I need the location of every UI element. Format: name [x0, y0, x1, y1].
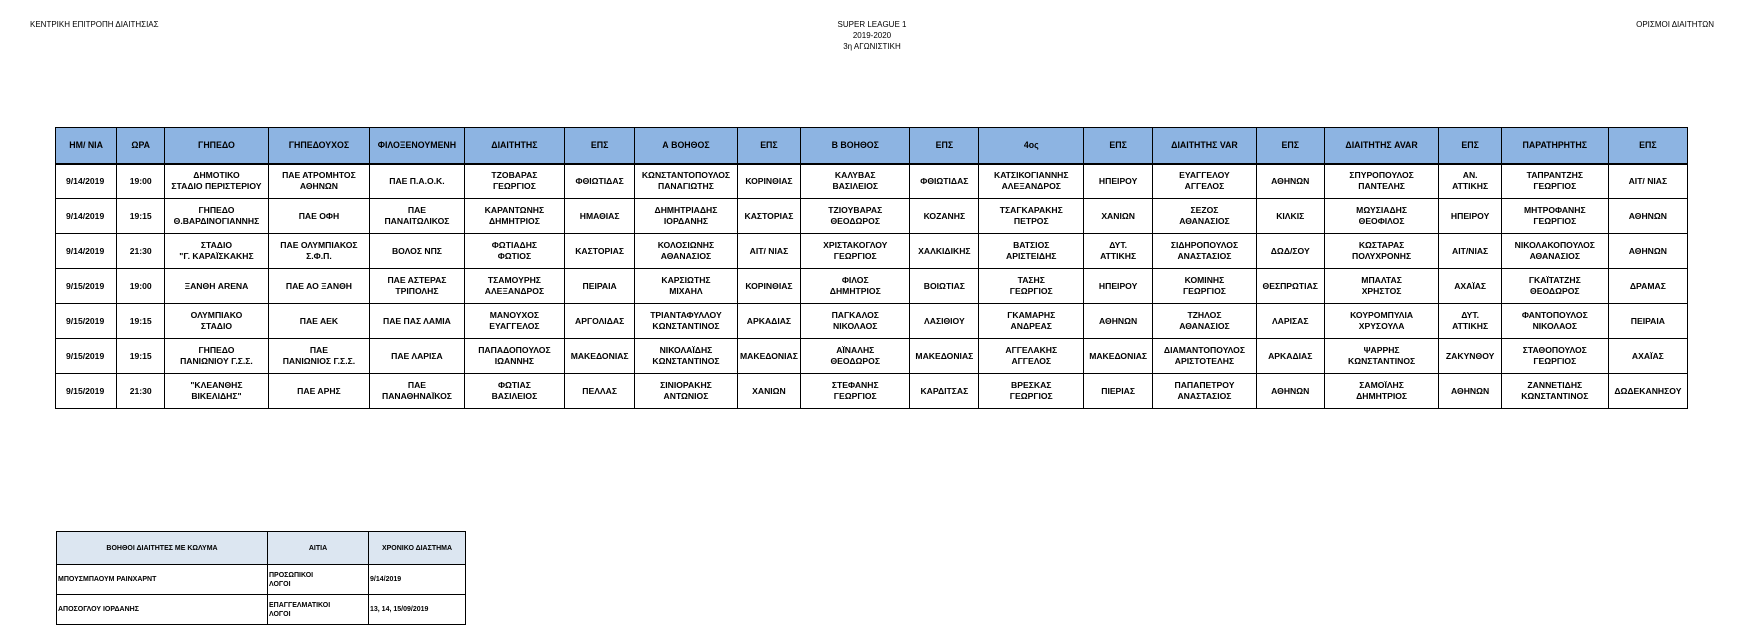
- column-header: 4ος: [979, 128, 1084, 164]
- table-cell: ΤΣΑΓΚΑΡΑΚΗΣ ΠΕΤΡΟΣ: [979, 199, 1084, 234]
- table-cell: ΣΤΕΦΑΝΗΣ ΓΕΩΡΓΙΟΣ: [801, 374, 910, 409]
- table-cell: ΚΩΝΣΤΑΝΤΟΠΟΥΛΟΣ ΠΑΝΑΓΙΩΤΗΣ: [635, 164, 737, 199]
- table-cell: ΠΑΕ ΠΑΣ ΛΑΜΙΑ: [370, 304, 465, 339]
- table-cell: 19:15: [117, 199, 165, 234]
- table-cell: ΒΟΙΩΤΙΑΣ: [910, 269, 979, 304]
- table-cell: ΜΗΤΡΟΦΑΝΗΣ ΓΕΩΡΓΙΟΣ: [1501, 199, 1608, 234]
- table-cell: ΠΕΙΡΑΙΑ: [565, 269, 635, 304]
- table-cell: ΠΙΕΡΙΑΣ: [1084, 374, 1153, 409]
- table-cell: ΑΪΝΑΛΗΣ ΘΕΟΔΩΡΟΣ: [801, 339, 910, 374]
- table-cell: ΒΡΕΣΚΑΣ ΓΕΩΡΓΙΟΣ: [979, 374, 1084, 409]
- table-row: [56, 164, 1688, 199]
- table-cell: ΜΠΑΛΤΑΣ ΧΡΗΣΤΟΣ: [1324, 269, 1439, 304]
- table-cell: ΚΑΤΣΙΚΟΓΙΑΝΝΗΣ ΑΛΕΞΑΝΔΡΟΣ: [979, 164, 1084, 199]
- absence-header-row: [57, 532, 466, 565]
- table-cell: ΠΑΠΑΠΕΤΡΟΥ ΑΝΑΣΤΑΣΙΟΣ: [1153, 374, 1257, 409]
- table-cell: ΓΗΠΕΔΟ Θ.ΒΑΡΔΙΝΟΓΙΑΝΝΗΣ: [165, 199, 269, 234]
- table-cell: ΚΑΡΔΙΤΣΑΣ: [910, 374, 979, 409]
- table-cell: ΦΩΤΙΑΔΗΣ ΦΩΤΙΟΣ: [464, 234, 564, 269]
- table-cell: ΝΙΚΟΛΑΚΟΠΟΥΛΟΣ ΑΘΑΝΑΣΙΟΣ: [1501, 234, 1608, 269]
- table-cell: ΠΑΕ ΛΑΡΙΣΑ: [370, 339, 465, 374]
- absence-cell: ΕΠΑΓΓΕΛΜΑΤΙΚΟΙ ΛΟΓΟΙ: [268, 595, 369, 625]
- committee-name: ΚΕΝΤΡΙΚΗ ΕΠΙΤΡΟΠΗ ΔΙΑΙΤΗΣΙΑΣ: [30, 20, 159, 29]
- table-cell: ΜΑΚΕΔΟΝΙΑΣ: [1084, 339, 1153, 374]
- table-cell: ΑΡΚΑΔΙΑΣ: [737, 304, 800, 339]
- table-cell: ΒΑΤΣΙΟΣ ΑΡΙΣΤΕΙΔΗΣ: [979, 234, 1084, 269]
- table-row: [56, 269, 1688, 304]
- table-cell: 9/15/2019: [56, 304, 117, 339]
- table-cell: ΣΠΥΡΟΠΟΥΛΟΣ ΠΑΝΤΕΛΗΣ: [1324, 164, 1439, 199]
- table-cell: ΠΑΕ ΠΑΝΑΙΤΩΛΙΚΟΣ: [370, 199, 465, 234]
- column-header: Α ΒΟΗΘΟΣ: [635, 128, 737, 164]
- table-cell: ΔΙΑΜΑΝΤΟΠΟΥΛΟΣ ΑΡΙΣΤΟΤΕΛΗΣ: [1153, 339, 1257, 374]
- table-cell: ΛΑΣΙΘΙΟΥ: [910, 304, 979, 339]
- column-header: ΩΡΑ: [117, 128, 165, 164]
- league-name: SUPER LEAGUE 1: [837, 20, 907, 29]
- column-header: ΓΗΠΕΔΟ: [165, 128, 269, 164]
- column-header: ΦΙΛΟΞΕΝΟΥΜΕΝΗ: [370, 128, 465, 164]
- table-cell: ΚΩΣΤΑΡΑΣ ΠΟΛΥΧΡΟΝΗΣ: [1324, 234, 1439, 269]
- column-header: Β ΒΟΗΘΟΣ: [801, 128, 910, 164]
- table-cell: ΤΣΑΜΟΥΡΗΣ ΑΛΕΞΑΝΔΡΟΣ: [464, 269, 564, 304]
- table-cell: ΔΥΤ. ΑΤΤΙΚΗΣ: [1439, 304, 1501, 339]
- table-cell: ΣΤΑΘΟΠΟΥΛΟΣ ΓΕΩΡΓΙΟΣ: [1501, 339, 1608, 374]
- table-cell: ΖΑΝΝΕΤΙΔΗΣ ΚΩΝΣΤΑΝΤΙΝΟΣ: [1501, 374, 1608, 409]
- season: 2019-2020: [852, 31, 892, 40]
- table-cell: 19:00: [117, 269, 165, 304]
- table-cell: ΓΗΠΕΔΟ ΠΑΝΙΩΝΙΟΥ Γ.Σ.Σ.: [165, 339, 269, 374]
- table-cell: ΠΕΛΛΑΣ: [565, 374, 635, 409]
- matchday: 3η ΑΓΩΝΙΣΤΙΚΗ: [843, 42, 901, 51]
- table-cell: ΚΟΥΡΟΜΠΥΛΙΑ ΧΡΥΣΟΥΛΑ: [1324, 304, 1439, 339]
- table-cell: ΧΑΛΚΙΔΙΚΗΣ: [910, 234, 979, 269]
- table-cell: ΠΑΠΑΔΟΠΟΥΛΟΣ ΙΩΑΝΝΗΣ: [464, 339, 564, 374]
- table-cell: ΚΑΣΤΟΡΙΑΣ: [737, 199, 800, 234]
- table-cell: "ΚΛΕΑΝΘΗΣ ΒΙΚΕΛΙΔΗΣ": [165, 374, 269, 409]
- table-cell: ΞΑΝΘΗ ARENA: [165, 269, 269, 304]
- table-cell: ΚΑΛΥΒΑΣ ΒΑΣΙΛΕΙΟΣ: [801, 164, 910, 199]
- document-title: ΟΡΙΣΜΟΙ ΔΙΑΙΤΗΤΩΝ: [1636, 20, 1714, 29]
- table-cell: 19:15: [117, 304, 165, 339]
- table-cell: ΚΟΡΙΝΘΙΑΣ: [737, 164, 800, 199]
- table-cell: ΦΘΙΩΤΙΔΑΣ: [910, 164, 979, 199]
- table-cell: ΦΙΛΟΣ ΔΗΜΗΤΡΙΟΣ: [801, 269, 910, 304]
- table-row: [56, 304, 1688, 339]
- table-cell: ΗΠΕΙΡΟΥ: [1439, 199, 1501, 234]
- table-cell: ΠΑΕ ΠΑΝΙΩΝΙΟΣ Γ.Σ.Σ.: [268, 339, 369, 374]
- table-cell: 9/15/2019: [56, 374, 117, 409]
- absence-cell: ΠΡΟΣΩΠΙΚΟΙ ΛΟΓΟΙ: [268, 565, 369, 595]
- table-cell: ΑΘΗΝΩΝ: [1256, 164, 1324, 199]
- table-cell: ΠΑΓΚΑΛΟΣ ΝΙΚΟΛΑΟΣ: [801, 304, 910, 339]
- table-cell: ΠΑΕ ΑΣΤΕΡΑΣ ΤΡΙΠΟΛΗΣ: [370, 269, 465, 304]
- table-cell: ΗΜΑΘΙΑΣ: [565, 199, 635, 234]
- table-cell: ΚΟΜΙΝΗΣ ΓΕΩΡΓΙΟΣ: [1153, 269, 1257, 304]
- table-cell: ΜΩΥΣΙΑΔΗΣ ΘΕΟΦΙΛΟΣ: [1324, 199, 1439, 234]
- table-cell: ΔΩΔ/ΣΟΥ: [1256, 234, 1324, 269]
- table-cell: 19:15: [117, 339, 165, 374]
- table-cell: ΜΑΚΕΔΟΝΙΑΣ: [565, 339, 635, 374]
- table-row: [56, 339, 1688, 374]
- table-row: [56, 374, 1688, 409]
- table-cell: 21:30: [117, 374, 165, 409]
- table-cell: 9/15/2019: [56, 339, 117, 374]
- table-cell: ΚΑΣΤΟΡΙΑΣ: [565, 234, 635, 269]
- table-cell: ΑΘΗΝΩΝ: [1084, 304, 1153, 339]
- table-cell: ΑΘΗΝΩΝ: [1608, 234, 1687, 269]
- table-header-row: [56, 128, 1688, 164]
- column-header: ΕΠΣ: [1256, 128, 1324, 164]
- column-header: ΕΠΣ: [1084, 128, 1153, 164]
- table-cell: ΚΟΖΑΝΗΣ: [910, 199, 979, 234]
- table-cell: 9/14/2019: [56, 234, 117, 269]
- table-cell: ΤΖΙΟΥΒΑΡΑΣ ΘΕΟΔΩΡΟΣ: [801, 199, 910, 234]
- table-cell: 21:30: [117, 234, 165, 269]
- table-cell: ΠΕΙΡΑΙΑ: [1608, 304, 1687, 339]
- table-cell: ΧΑΝΙΩΝ: [1084, 199, 1153, 234]
- table-cell: ΠΑΕ ΑΤΡΟΜΗΤΟΣ ΑΘΗΝΩΝ: [268, 164, 369, 199]
- table-cell: ΧΡΙΣΤΑΚΟΓΛΟΥ ΓΕΩΡΓΙΟΣ: [801, 234, 910, 269]
- table-cell: ΤΖΗΛΟΣ ΑΘΑΝΑΣΙΟΣ: [1153, 304, 1257, 339]
- table-cell: ΚΙΛΚΙΣ: [1256, 199, 1324, 234]
- table-cell: ΚΟΛΟΣΙΩΝΗΣ ΑΘΑΝΑΣΙΟΣ: [635, 234, 737, 269]
- table-cell: ΚΟΡΙΝΘΙΑΣ: [737, 269, 800, 304]
- column-header: ΗΜ/ ΝΙΑ: [56, 128, 117, 164]
- table-cell: ΔΗΜΟΤΙΚΟ ΣΤΑΔΙΟ ΠΕΡΙΣΤΕΡΙΟΥ: [165, 164, 269, 199]
- table-cell: ΜΑΝΟΥΧΟΣ ΕΥΑΓΓΕΛΟΣ: [464, 304, 564, 339]
- table-cell: ΖΑΚΥΝΘΟΥ: [1439, 339, 1501, 374]
- referee-assignments-table: [55, 127, 1688, 409]
- table-cell: ΚΑΡΑΝΤΩΝΗΣ ΔΗΜΗΤΡΙΟΣ: [464, 199, 564, 234]
- table-cell: ΑΙΤ/ΝΙΑΣ: [1439, 234, 1501, 269]
- table-cell: ΔΥΤ. ΑΤΤΙΚΗΣ: [1084, 234, 1153, 269]
- table-cell: ΣΙΔΗΡΟΠΟΥΛΟΣ ΑΝΑΣΤΑΣΙΟΣ: [1153, 234, 1257, 269]
- column-header: ΕΠΣ: [910, 128, 979, 164]
- table-cell: ΣΙΝΙΟΡΑΚΗΣ ΑΝΤΩΝΙΟΣ: [635, 374, 737, 409]
- table-cell: 9/15/2019: [56, 269, 117, 304]
- table-cell: ΑΓΓΕΛΑΚΗΣ ΑΓΓΕΛΟΣ: [979, 339, 1084, 374]
- absence-column-header: ΒΟΗΘΟΙ ΔΙΑΙΤΗΤΕΣ ΜΕ ΚΩΛΥΜΑ: [57, 532, 268, 565]
- absence-cell: 9/14/2019: [369, 565, 466, 595]
- absent-assistants-table: [56, 531, 466, 625]
- table-cell: ΦΩΤΙΑΣ ΒΑΣΙΛΕΙΟΣ: [464, 374, 564, 409]
- competition-info: [0, 19, 1744, 52]
- table-cell: ΑΘΗΝΩΝ: [1256, 374, 1324, 409]
- table-cell: ΦΘΙΩΤΙΔΑΣ: [565, 164, 635, 199]
- table-cell: ΔΗΜΗΤΡΙΑΔΗΣ ΙΟΡΔΑΝΗΣ: [635, 199, 737, 234]
- absence-row: [57, 595, 466, 625]
- table-cell: ΠΑΕ ΑΡΗΣ: [268, 374, 369, 409]
- table-cell: 9/14/2019: [56, 199, 117, 234]
- table-cell: ΤΡΙΑΝΤΑΦΥΛΛΟΥ ΚΩΝΣΤΑΝΤΙΝΟΣ: [635, 304, 737, 339]
- column-header: ΠΑΡΑΤΗΡΗΤΗΣ: [1501, 128, 1608, 164]
- table-cell: ΨΑΡΡΗΣ ΚΩΝΣΤΑΝΤΙΝΟΣ: [1324, 339, 1439, 374]
- absence-cell: ΑΠΟΣΟΓΛΟΥ ΙΟΡΔΑΝΗΣ: [57, 595, 268, 625]
- column-header: ΕΠΣ: [1439, 128, 1501, 164]
- table-cell: ΑΝ. ΑΤΤΙΚΗΣ: [1439, 164, 1501, 199]
- table-cell: ΕΥΑΓΓΕΛΟΥ ΑΓΓΕΛΟΣ: [1153, 164, 1257, 199]
- table-cell: ΤΖΟΒΑΡΑΣ ΓΕΩΡΓΙΟΣ: [464, 164, 564, 199]
- table-cell: ΓΚΑΜΑΡΗΣ ΑΝΔΡΕΑΣ: [979, 304, 1084, 339]
- table-cell: ΔΡΑΜΑΣ: [1608, 269, 1687, 304]
- table-cell: ΠΑΕ ΑΟ ΞΑΝΘΗ: [268, 269, 369, 304]
- absence-column-header: ΑΙΤΙΑ: [268, 532, 369, 565]
- table-cell: ΑΙΤ/ ΝΙΑΣ: [737, 234, 800, 269]
- column-header: ΔΙΑΙΤΗΤΗΣ VAR: [1153, 128, 1257, 164]
- column-header: ΕΠΣ: [565, 128, 635, 164]
- absence-column-header: ΧΡΟΝΙΚΟ ΔΙΑΣΤΗΜΑ: [369, 532, 466, 565]
- table-cell: ΑΙΤ/ ΝΙΑΣ: [1608, 164, 1687, 199]
- absence-row: [57, 565, 466, 595]
- table-cell: ΜΑΚΕΔΟΝΙΑΣ: [737, 339, 800, 374]
- absence-cell: 13, 14, 15/09/2019: [369, 595, 466, 625]
- table-cell: ΓΚΑΪΤΑΤΖΗΣ ΘΕΟΔΩΡΟΣ: [1501, 269, 1608, 304]
- table-cell: ΑΡΓΟΛΙΔΑΣ: [565, 304, 635, 339]
- table-cell: ΠΑΕ ΟΛΥΜΠΙΑΚΟΣ Σ.Φ.Π.: [268, 234, 369, 269]
- column-header: ΕΠΣ: [1608, 128, 1687, 164]
- table-cell: ΗΠΕΙΡΟΥ: [1084, 164, 1153, 199]
- column-header: ΕΠΣ: [737, 128, 800, 164]
- table-cell: ΟΛΥΜΠΙΑΚΟ ΣΤΑΔΙΟ: [165, 304, 269, 339]
- table-cell: ΗΠΕΙΡΟΥ: [1084, 269, 1153, 304]
- table-cell: ΑΘΗΝΩΝ: [1439, 374, 1501, 409]
- table-cell: ΣΕΖΟΣ ΑΘΑΝΑΣΙΟΣ: [1153, 199, 1257, 234]
- table-cell: ΝΙΚΟΛΑΪΔΗΣ ΚΩΝΣΤΑΝΤΙΝΟΣ: [635, 339, 737, 374]
- table-cell: ΠΑΕ ΑΕΚ: [268, 304, 369, 339]
- table-cell: 9/14/2019: [56, 164, 117, 199]
- table-cell: ΛΑΡΙΣΑΣ: [1256, 304, 1324, 339]
- table-cell: ΑΘΗΝΩΝ: [1608, 199, 1687, 234]
- table-cell: ΤΑΣΗΣ ΓΕΩΡΓΙΟΣ: [979, 269, 1084, 304]
- table-cell: ΑΧΑΪΑΣ: [1608, 339, 1687, 374]
- table-cell: ΜΑΚΕΔΟΝΙΑΣ: [910, 339, 979, 374]
- table-cell: ΦΑΝΤΟΠΟΥΛΟΣ ΝΙΚΟΛΑΟΣ: [1501, 304, 1608, 339]
- table-cell: ΤΑΠΡΑΝΤΖΗΣ ΓΕΩΡΓΙΟΣ: [1501, 164, 1608, 199]
- column-header: ΔΙΑΙΤΗΤΗΣ AVAR: [1324, 128, 1439, 164]
- column-header: ΔΙΑΙΤΗΤΗΣ: [464, 128, 564, 164]
- table-row: [56, 199, 1688, 234]
- table-cell: ΚΑΡΣΙΩΤΗΣ ΜΙΧΑΗΛ: [635, 269, 737, 304]
- table-cell: ΧΑΝΙΩΝ: [737, 374, 800, 409]
- table-cell: ΠΑΕ Π.Α.Ο.Κ.: [370, 164, 465, 199]
- table-cell: 19:00: [117, 164, 165, 199]
- table-cell: ΣΤΑΔΙΟ "Γ. ΚΑΡΑΪΣΚΑΚΗΣ: [165, 234, 269, 269]
- table-cell: ΣΑΜΟΪΛΗΣ ΔΗΜΗΤΡΙΟΣ: [1324, 374, 1439, 409]
- absence-cell: ΜΠΟΥΣΜΠΑΟΥΜ ΡΑΙΝΧΑΡΝΤ: [57, 565, 268, 595]
- table-cell: ΠΑΕ ΟΦΗ: [268, 199, 369, 234]
- table-cell: ΑΡΚΑΔΙΑΣ: [1256, 339, 1324, 374]
- table-cell: ΠΑΕ ΠΑΝΑΘΗΝΑΪΚΟΣ: [370, 374, 465, 409]
- table-cell: ΑΧΑΪΑΣ: [1439, 269, 1501, 304]
- table-cell: ΒΟΛΟΣ ΝΠΣ: [370, 234, 465, 269]
- table-cell: ΘΕΣΠΡΩΤΙΑΣ: [1256, 269, 1324, 304]
- table-row: [56, 234, 1688, 269]
- table-cell: ΔΩΔΕΚΑΝΗΣΟΥ: [1608, 374, 1687, 409]
- column-header: ΓΗΠΕΔΟΥΧΟΣ: [268, 128, 369, 164]
